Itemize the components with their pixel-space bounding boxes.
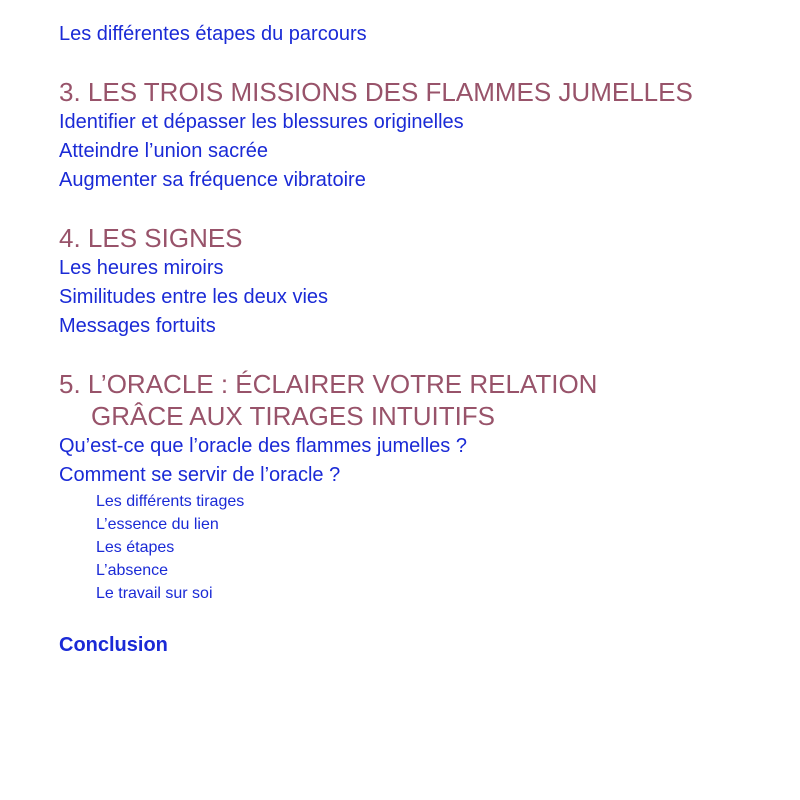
toc-subitem-absence[interactable]: L’absence: [96, 562, 169, 579]
section-4-title: 4. LES SIGNES: [59, 223, 243, 253]
toc-subitem-essence-lien[interactable]: L’essence du lien: [96, 516, 219, 533]
toc-item-messages[interactable]: Messages fortuits: [59, 315, 216, 337]
section-3-heading: [59, 76, 779, 108]
section-3-title: 3. LES TROIS MISSIONS DES FLAMMES JUMELLES: [59, 77, 693, 107]
spacer: [59, 341, 779, 368]
toc-item-etapes-parcours[interactable]: Les différentes étapes du parcours: [59, 23, 367, 45]
toc-subitem-tirages[interactable]: Les différents tirages: [96, 493, 245, 510]
spacer: [59, 605, 779, 631]
section-5-title-line2: GRÂCE AUX TIRAGES INTUITIFS: [91, 401, 496, 431]
toc-item-oracle-usage[interactable]: Comment se servir de l’oracle ?: [59, 464, 341, 486]
table-of-contents: [59, 20, 779, 660]
toc-item-similitudes[interactable]: Similitudes entre les deux vies: [59, 286, 329, 308]
toc-item-blessures[interactable]: Identifier et dépasser les blessures originelles: [59, 111, 464, 133]
toc-item-frequence[interactable]: Augmenter sa fréquence vibratoire: [59, 169, 366, 191]
section-5-heading: [59, 368, 779, 432]
toc-subitem-travail-soi[interactable]: Le travail sur soi: [96, 585, 213, 602]
toc-item-conclusion[interactable]: Conclusion: [59, 634, 168, 656]
section-4-heading: [59, 222, 779, 254]
section-5-title-line1: 5. L’ORACLE : ÉCLAIRER VOTRE RELATION: [59, 369, 598, 399]
spacer: [59, 49, 779, 76]
toc-subitem-etapes[interactable]: Les étapes: [96, 539, 175, 556]
toc-item-heures-miroirs[interactable]: Les heures miroirs: [59, 257, 224, 279]
spacer: [59, 195, 779, 222]
toc-item-oracle-definition[interactable]: Qu’est-ce que l’oracle des flammes jumelles ?: [59, 435, 467, 457]
toc-item-union-sacree[interactable]: Atteindre l’union sacrée: [59, 140, 269, 162]
